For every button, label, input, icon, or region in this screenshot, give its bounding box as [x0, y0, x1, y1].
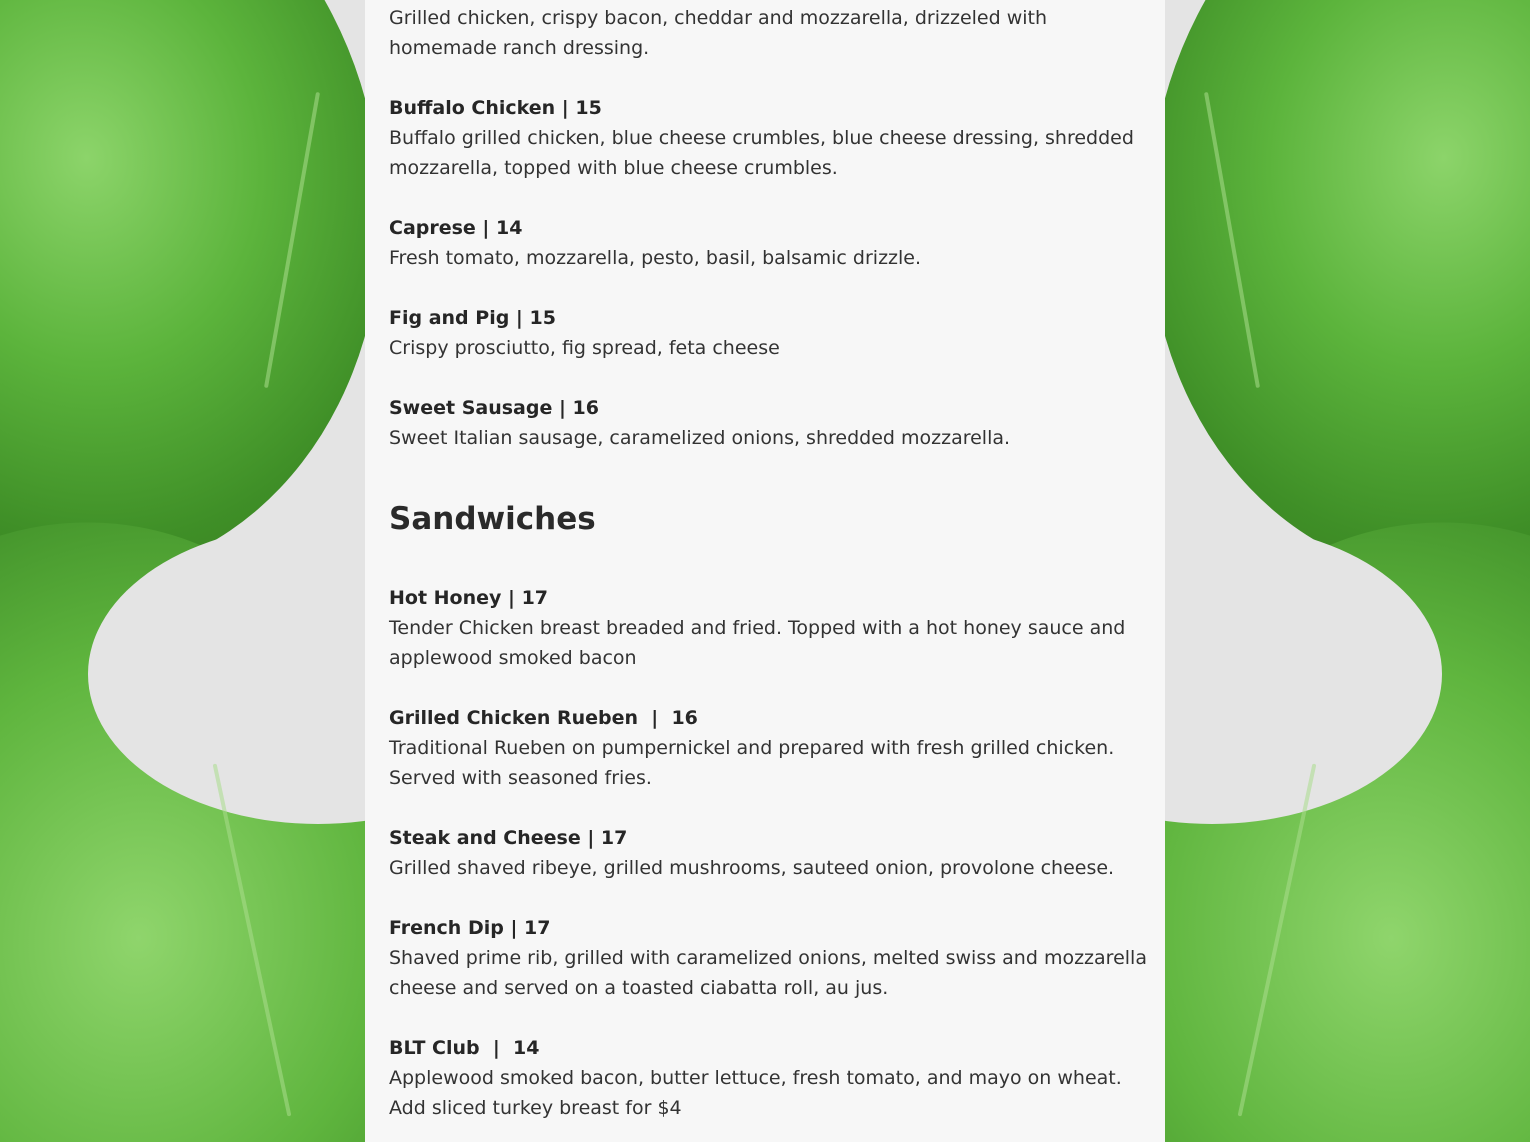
menu-panel: [365, 0, 1165, 1142]
menu-item-description: Grilled shaved ribeye, grilled mushrooms, sauteed onion, provolone cheese.: [389, 857, 1115, 879]
menu-item-description: Applewood smoked bacon, butter lettuce, fresh tomato, and mayo on wheat. Add sliced turkey breast for $4: [389, 1067, 1122, 1119]
menu-item-description: Fresh tomato, mozzarella, pesto, basil, balsamic drizzle.: [389, 247, 922, 269]
menu-item: [389, 213, 1149, 273]
menu-item-description: Buffalo grilled chicken, blue cheese crumbles, blue cheese dressing, shredded mozzarella, topped with blue cheese crumbles.: [389, 127, 1134, 179]
menu-item-title: Buffalo Chicken | 15: [389, 97, 602, 119]
menu-item-description: Crispy prosciutto, fig spread, feta cheese: [389, 337, 780, 359]
menu-item: [389, 93, 1149, 183]
section-heading-sandwiches: Sandwiches: [389, 501, 596, 537]
menu-item-description: Shaved prime rib, grilled with caramelized onions, melted swiss and mozzarella cheese and served on a toasted ciabatta roll, au jus.: [389, 947, 1147, 999]
menu-item: [389, 913, 1149, 1003]
menu-item: [389, 703, 1149, 793]
menu-item-title: Grilled Chicken Rueben | 16: [389, 707, 698, 729]
menu-item-partial: [389, 3, 1149, 63]
menu-item-title: Hot Honey | 17: [389, 587, 549, 609]
menu-item: [389, 1033, 1149, 1123]
menu-content: [389, 3, 1149, 1142]
menu-item-title: Caprese | 14: [389, 217, 523, 239]
menu-item-title: Sweet Sausage | 16: [389, 397, 599, 419]
menu-item-title: BLT Club | 14: [389, 1037, 540, 1059]
menu-item: [389, 303, 1149, 363]
menu-item-title: Steak and Cheese | 17: [389, 827, 628, 849]
menu-item-description: Traditional Rueben on pumpernickel and prepared with fresh grilled chicken. Served with seasoned fries.: [389, 737, 1115, 789]
menu-item: [389, 393, 1149, 453]
menu-item-title: French Dip | 17: [389, 917, 551, 939]
menu-item-description: Grilled chicken, crispy bacon, cheddar and mozzarella, drizzeled with homemade ranch dressing.: [389, 7, 1048, 59]
menu-item-description: Sweet Italian sausage, caramelized onions, shredded mozzarella.: [389, 427, 1011, 449]
menu-item-description: Tender Chicken breast breaded and fried. Topped with a hot honey sauce and applewood smoked bacon: [389, 617, 1126, 669]
menu-item-title: Fig and Pig | 15: [389, 307, 556, 329]
menu-item: [389, 583, 1149, 673]
menu-item: [389, 823, 1149, 883]
